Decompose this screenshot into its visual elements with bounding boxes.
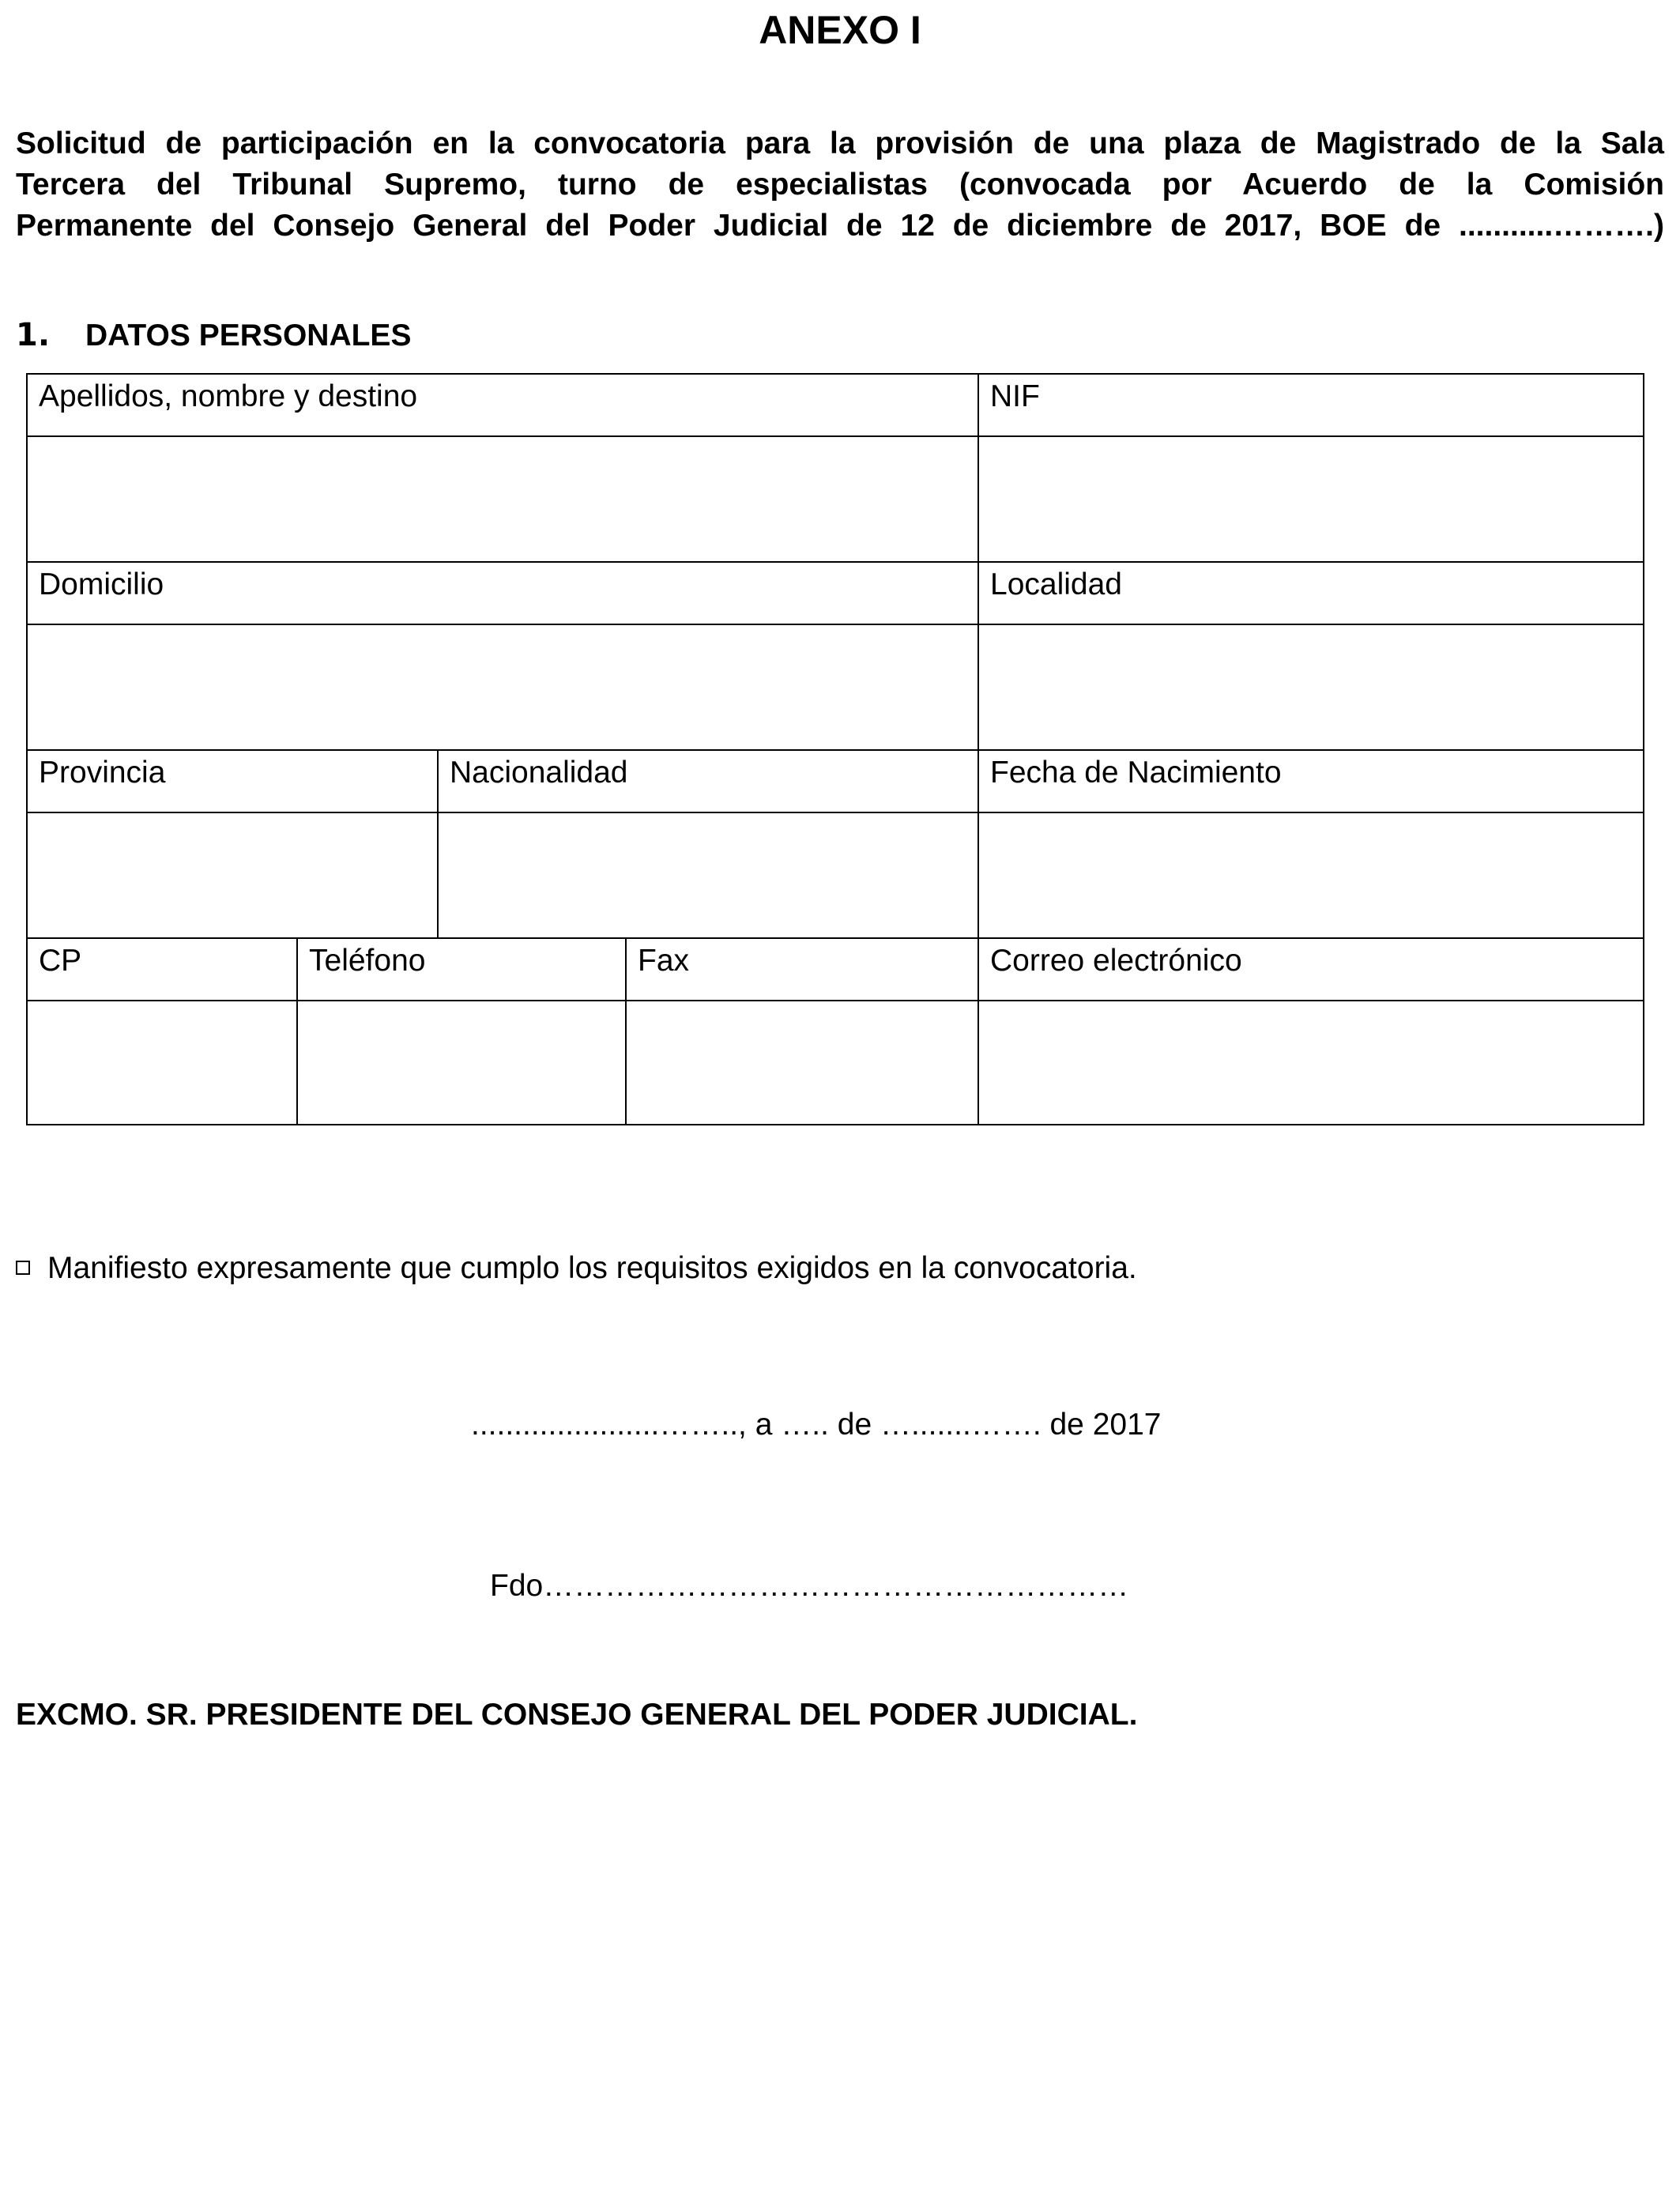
requirements-declaration	[16, 1249, 1137, 1288]
intro-line: Solicitud de participación en la convocatoria para la provisión de una plaza de Magistrado de la Sala	[16, 126, 1664, 160]
addressee: EXCMO. SR. PRESIDENTE DEL CONSEJO GENERAL DEL PODER JUDICIAL.	[16, 1698, 1138, 1732]
personal-data-form	[26, 373, 1644, 1125]
declaration-text: Manifiesto expresamente que cumplo los requisitos exigidos en la convocatoria.	[47, 1251, 1137, 1285]
label-fecha-nacimiento: Fecha de Nacimiento	[977, 749, 1644, 813]
field-nif[interactable]	[977, 435, 1644, 563]
section-title: DATOS PERSONALES	[85, 319, 412, 352]
label-localidad: Localidad	[977, 561, 1644, 625]
signature-line: Fdo…………………………………………………	[490, 1569, 1129, 1603]
label-correo: Correo electrónico	[977, 937, 1644, 1001]
field-fecha-nacimiento[interactable]	[977, 812, 1644, 939]
label-cp: CP	[26, 937, 298, 1001]
declaration-checkbox[interactable]	[16, 1261, 30, 1275]
field-correo[interactable]	[977, 1000, 1644, 1125]
label-provincia: Provincia	[26, 749, 439, 813]
label-nacionalidad: Nacionalidad	[437, 749, 979, 813]
label-nif: NIF	[977, 373, 1644, 437]
application-description	[16, 123, 1664, 247]
intro-line: Permanente del Consejo General del Poder Judicial de 12 de diciembre de 2017, BOE de ...........……….)	[16, 209, 1664, 243]
field-cp[interactable]	[26, 1000, 298, 1125]
section-number: 1.	[16, 317, 51, 353]
label-apellidos: Apellidos, nombre y destino	[26, 373, 979, 437]
field-localidad[interactable]	[977, 624, 1644, 751]
section-heading	[16, 316, 411, 355]
field-apellidos[interactable]	[26, 435, 979, 563]
document-title: ANEXO I	[759, 8, 921, 52]
field-telefono[interactable]	[296, 1000, 627, 1125]
field-nacionalidad[interactable]	[437, 812, 979, 939]
field-domicilio[interactable]	[26, 624, 979, 751]
intro-line: Tercera del Tribunal Supremo, turno de especialistas (convocada por Acuerdo de la Comisión	[16, 168, 1664, 202]
place-date-line: ......................…….., a ….. de ….......……. de 2017	[471, 1408, 1162, 1442]
field-provincia[interactable]	[26, 812, 439, 939]
label-fax: Fax	[625, 937, 979, 1001]
field-fax[interactable]	[625, 1000, 979, 1125]
label-telefono: Teléfono	[296, 937, 627, 1001]
label-domicilio: Domicilio	[26, 561, 979, 625]
